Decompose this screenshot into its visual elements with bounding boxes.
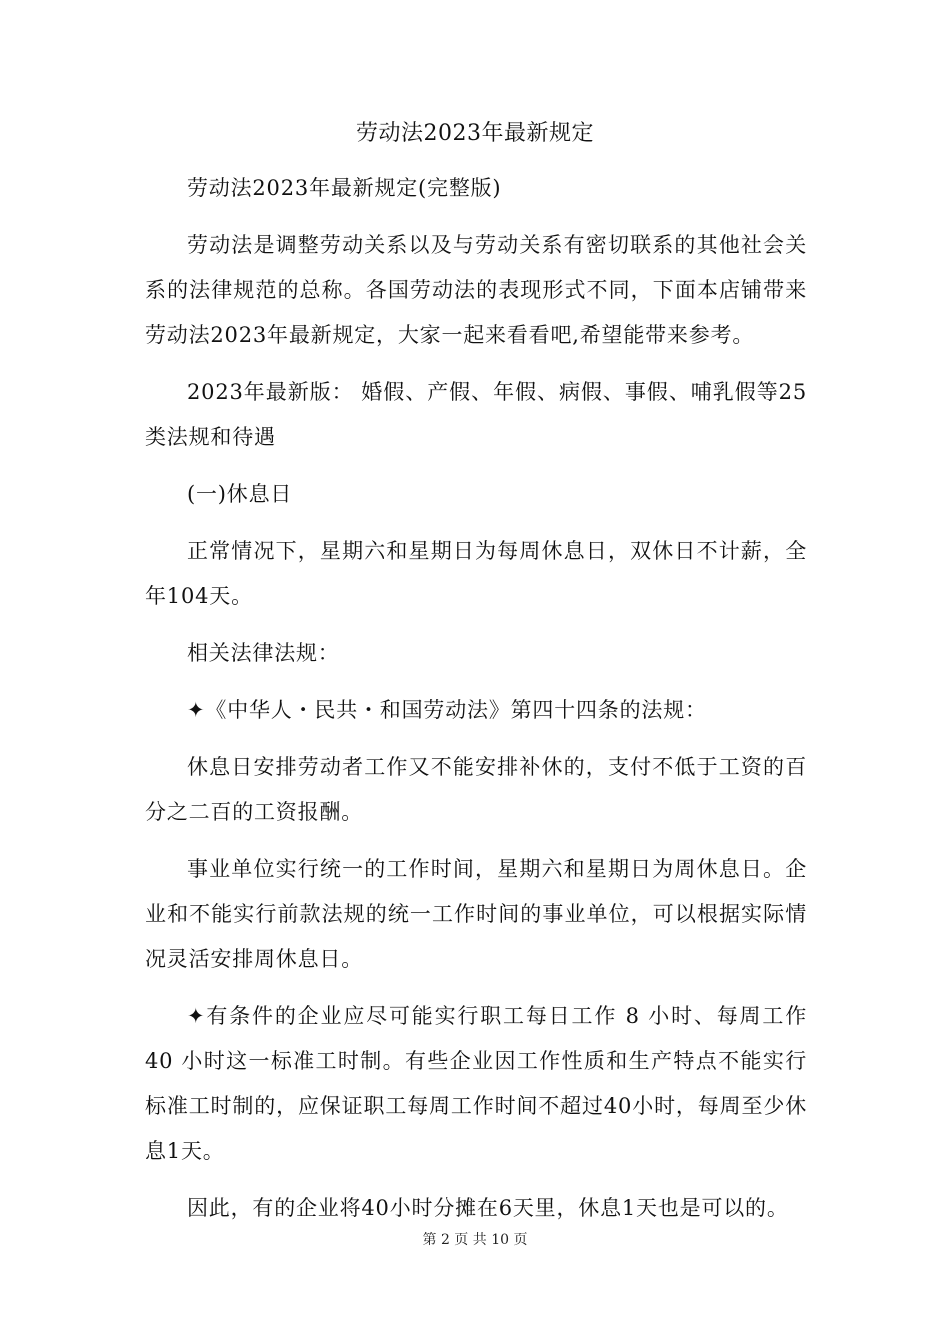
version-paragraph: 2023年最新版： 婚假、产假、年假、病假、事假、哺乳假等25类法规和待遇: [145, 380, 807, 449]
related-laws-heading: 相关法律法规：: [187, 641, 340, 665]
conclusion-paragraph: 因此，有的企业将40小时分摊在6天里，休息1天也是可以的。: [187, 1196, 789, 1220]
law-article-paragraph: ✦《中华人・民共・和国劳动法》第四十四条的法规：: [187, 698, 707, 722]
page-footer: 第 2 页 共 10 页: [422, 1232, 528, 1248]
working-hours-paragraph: ✦有条件的企业应尽可能实行职工每日工作 8 小时、每周工作 40 小时这一标准工时制。有些企业因工作性质和生产特点不能实行标准工时制的，应保证职工每周工作时间不超过40小时，每周至少休息1天。: [145, 1004, 807, 1163]
institution-paragraph: 事业单位实行统一的工作时间，星期六和星期日为周休息日。企业和不能实行前款法规的统一工作时间的事业单位，可以根据实际情况灵活安排周休息日。: [145, 857, 807, 971]
document-body: [145, 166, 807, 1243]
section-heading-rest-day: (一)休息日: [187, 482, 293, 506]
subtitle-paragraph: 劳动法2023年最新规定(完整版): [187, 176, 502, 200]
intro-paragraph: 劳动法是调整劳动关系以及与劳动关系有密切联系的其他社会关系的法律规范的总称。各国劳动法的表现形式不同，下面本店铺带来劳动法2023年最新规定，大家一起来看看吧,希望能带来参考。: [145, 233, 807, 347]
rest-day-paragraph: 正常情况下，星期六和星期日为每周休息日，双休日不计薪，全年104天。: [145, 539, 807, 608]
document-title: 劳动法2023年最新规定: [356, 121, 594, 146]
overtime-pay-paragraph: 休息日安排劳动者工作又不能安排补休的，支付不低于工资的百分之二百的工资报酬。: [145, 755, 807, 824]
